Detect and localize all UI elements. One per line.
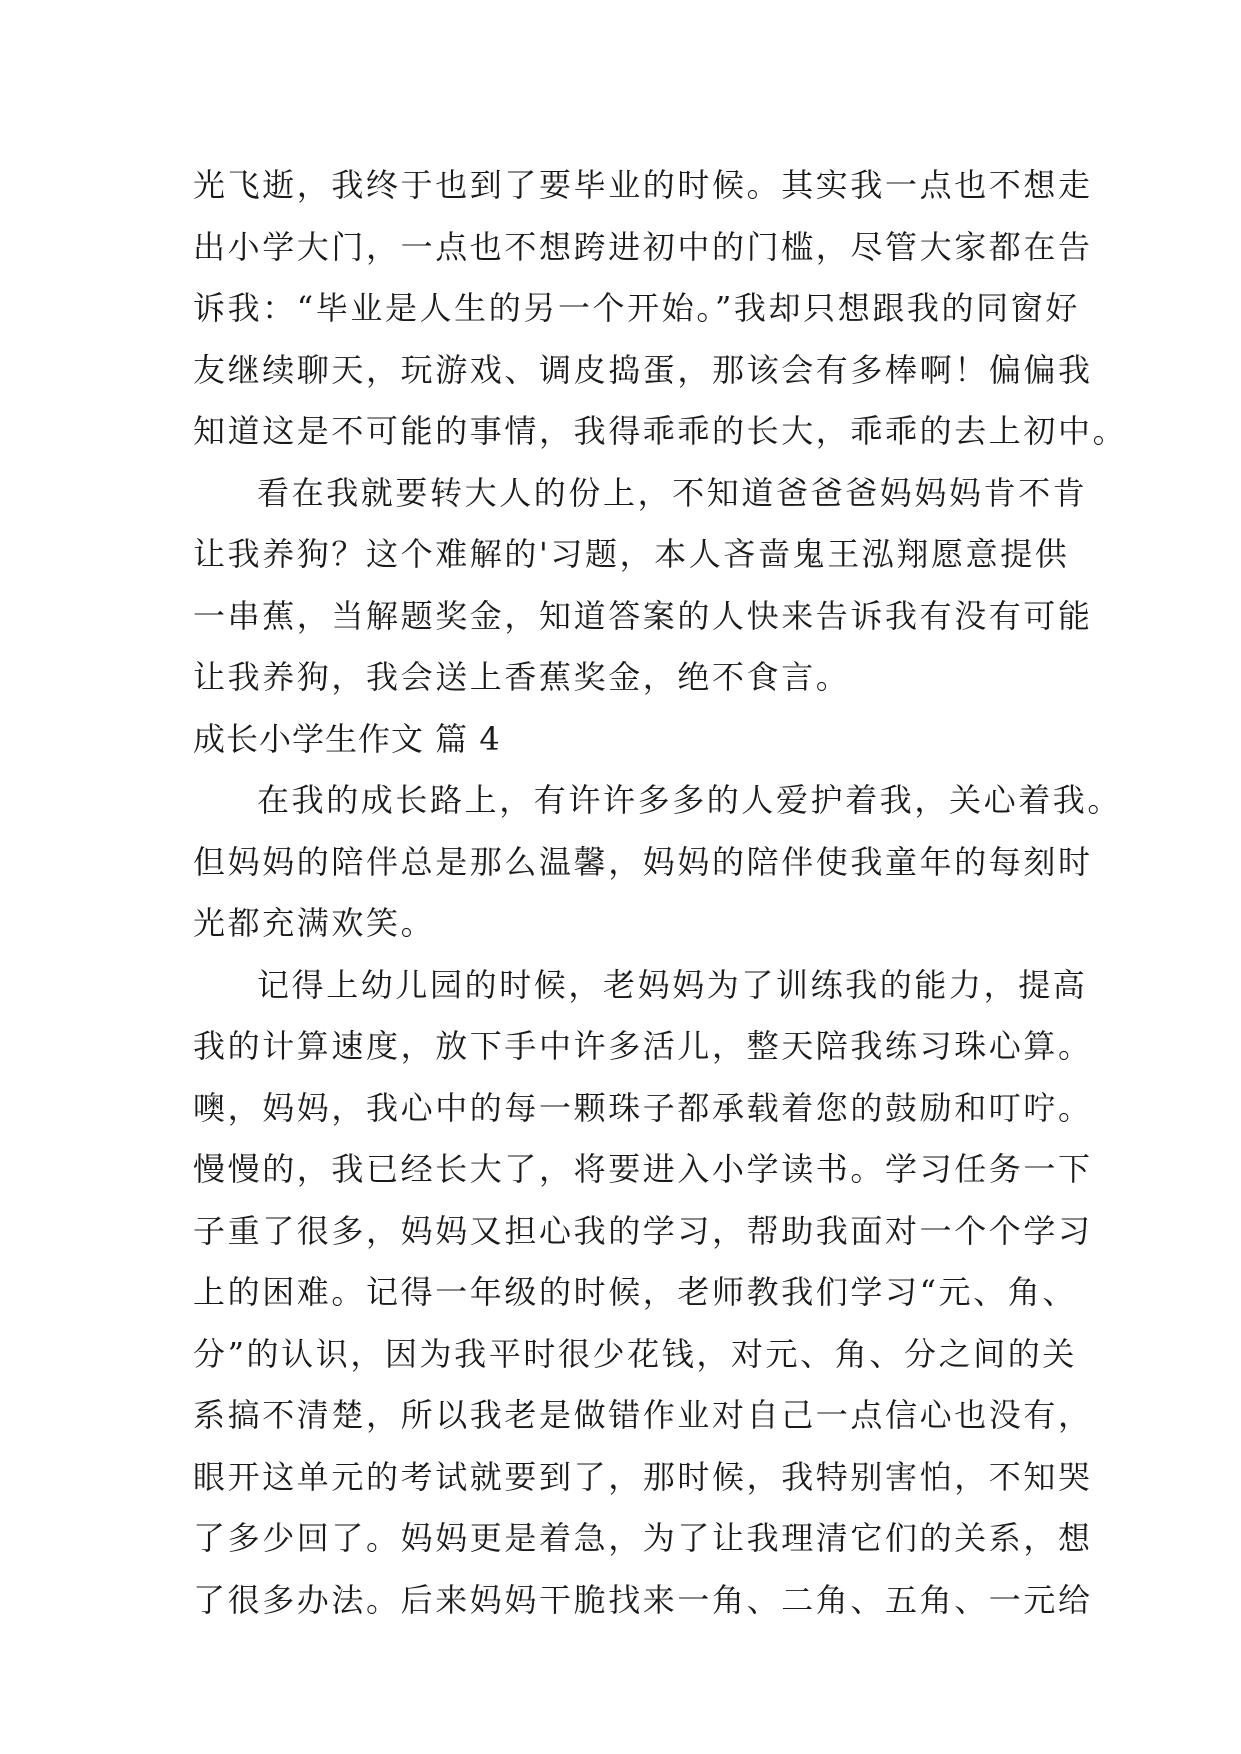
text-line: 让我养狗？这个难解的'习题，本人吝啬鬼王泓翔愿意提供: [193, 535, 1070, 573]
text-line: 光都充满欢笑。: [193, 904, 436, 942]
text-line: 系搞不清楚，所以我老是做错作业对自己一点信心也没有，: [193, 1396, 1093, 1434]
text-line: 子重了很多，妈妈又担心我的学习，帮助我面对一个个学习: [193, 1211, 1093, 1250]
text-line: 友继续聊天，玩游戏、调皮捣蛋，那该会有多棒啊！偏偏我: [193, 350, 1093, 389]
paragraph-first-line: 记得上幼儿园的时候，老妈妈为了训练我的能力，提高: [257, 965, 1088, 1004]
section-heading: 成长小学生作文 篇 4: [193, 719, 501, 758]
text-line: 光飞逝，我终于也到了要毕业的时候。其实我一点也不想走: [193, 166, 1093, 204]
text-line: 噢，妈妈，我心中的每一颗珠子都承载着您的鼓励和叮咛。: [193, 1088, 1093, 1127]
text-line: 了很多办法。后来妈妈干脆找来一角、二角、五角、一元给: [193, 1580, 1093, 1619]
text-line: 眼开这单元的考试就要到了，那时候，我特别害怕，不知哭: [193, 1457, 1093, 1496]
text-line: 慢慢的，我已经长大了，将要进入小学读书。学习任务一下: [193, 1150, 1093, 1188]
paragraph-first-line: 在我的成长路上，有许许多多的人爱护着我，关心着我。: [257, 781, 1123, 819]
text-line: 一串蕉，当解题奖金，知道答案的人快来告诉我有没有可能: [193, 596, 1093, 635]
paragraph-first-line: 看在我就要转大人的份上，不知道爸爸爸妈妈妈肯不肯: [257, 473, 1088, 512]
text-line: 了多少回了。妈妈更是着急，为了让我理清它们的关系，想: [193, 1519, 1093, 1557]
text-line: 出小学大门，一点也不想跨进初中的门槛，尽管大家都在告: [193, 227, 1093, 266]
text-line: 诉我：“毕业是人生的另一个开始。”我却只想跟我的同窗好: [193, 289, 1080, 327]
document-body: [193, 155, 1128, 1631]
text-line: 但妈妈的陪伴总是那么温馨，妈妈的陪伴使我童年的每刻时: [193, 842, 1093, 881]
text-line: 我的计算速度，放下手中许多活儿，整天陪我练习珠心算。: [193, 1027, 1093, 1065]
text-line: 知道这是不可能的事情，我得乖乖的长大，乖乖的去上初中。: [193, 412, 1128, 450]
text-line: 上的困难。记得一年级的时候，老师教我们学习“元、角、: [193, 1273, 1077, 1311]
text-line: 让我养狗，我会送上香蕉奖金，绝不食言。: [193, 658, 851, 696]
text-line: 分”的认识，因为我平时很少花钱，对元、角、分之间的关: [193, 1334, 1077, 1373]
